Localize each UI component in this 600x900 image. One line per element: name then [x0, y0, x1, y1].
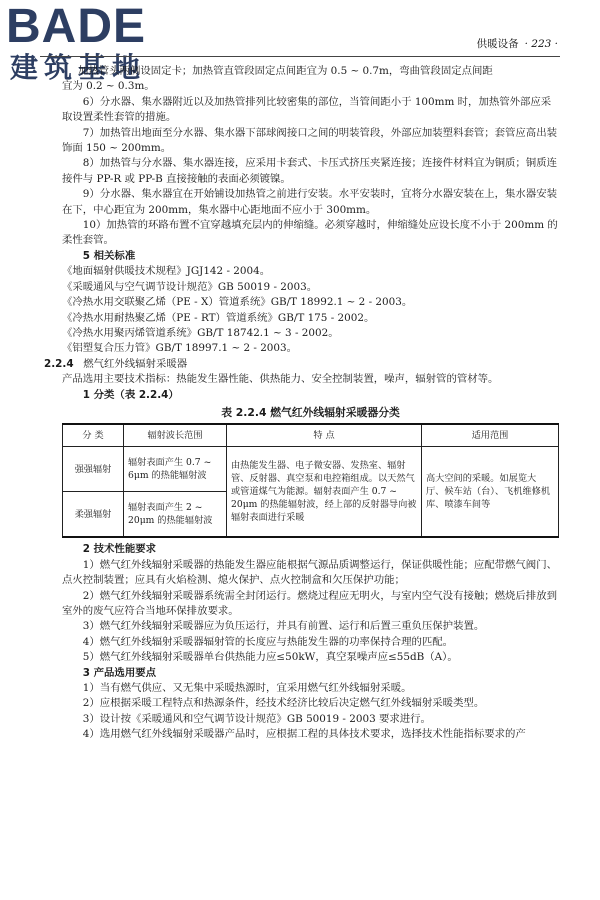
paragraph: 6）分水器、集水器附近以及加热管排列比较密集的部位，当管间距小于 100mm 时，加热管外部应采取设置柔性套管的措施。 [62, 95, 552, 124]
table-caption: 表 2.2.4 燃气红外线辐射采暖器分类 [221, 405, 400, 419]
paragraph: 2）应根据采暖工程特点和热源条件，经技术经济比较后决定燃气红外线辐射采暖类型。 [82, 697, 485, 710]
paragraph: 10）加热管的环路布置不宜穿越填充层内的伸缩缝。必须穿越时，伸缩缝处应设长度不小于 200mm 的柔性套管。 [62, 219, 558, 247]
standard-item: 《冷热水用耐热聚乙烯（PE - RT）管道系统》GB/T 175 - 2002。 [62, 311, 375, 324]
paragraph: 加热管头两侧设固定卡；加热管直管段固定点间距宜为 0.5 ~ 0.7m，弯曲管段固定点间距 [78, 65, 493, 77]
standard-item: 《铝塑复合压力管》GB/T 18997.1 ~ 2 - 2003。 [62, 342, 298, 355]
paragraph: 8）加热管与分水器、集水器连接，应采用卡套式、卡压式挤压夹紧连接；连接件材料宜为铜质；铜质连接件与 PP-R 或 PP-B 直接接触的表面必须镀镍。 [62, 157, 557, 185]
running-header [477, 37, 558, 52]
table-cell: 强强辐射 [63, 447, 124, 492]
page-body [44, 64, 559, 743]
table-header: 特 点 [227, 424, 422, 447]
standard-item: 《冷热水用交联聚乙烯（PE - X）管道系统》GB/T 18992.1 ~ 2 - 2003。 [62, 296, 413, 309]
table-cell: 辐射表面产生 0.7 ~ 6μm 的热能辐射波 [124, 447, 227, 492]
classification-table [62, 423, 559, 538]
paragraph: 3）设计按《采暖通风和空气调节设计规范》GB 50019 - 2003 要求进行。 [82, 712, 431, 725]
section-number: 2.2.4 [44, 357, 74, 370]
table-header: 分 类 [63, 424, 124, 447]
table-cell: 由热能发生器、电子微安器、发热室、辐射管、反射器、真空泵和电控箱组成。以天然气或管道煤气为能源。辐射表面产生 0.7 ~ 20μm 的热能辐射波，经上部的反射器导向被辐射表面进行采暖 [227, 447, 422, 538]
standards-heading: 5 相关标准 [82, 249, 136, 262]
logo-wordmark: BADE [6, 0, 147, 53]
selection-heading: 3 产品选用要点 [82, 666, 156, 679]
paragraph: 宜为 0.2 ~ 0.3m。 [62, 80, 155, 93]
standard-item: 《采暖通风与空气调节设计规范》GB 50019 - 2003。 [62, 280, 318, 293]
perf-heading: 2 技术性能要求 [82, 543, 156, 556]
page-number: · 223 · [524, 38, 558, 50]
paragraph: 1）燃气红外线辐射采暖器的热能发生器应能根据气源品质调整运行，保证供暖性能；应配带燃气阀门、点火控制装置；应具有火焰检测、熄火保护、点火控制盒和欠压保护功能； [62, 558, 557, 587]
section-intro: 产品选用主要技术指标：热能发生器性能、供热能力、安全控制装置，噪声，辐射管的管材等。 [62, 373, 499, 386]
table-header: 辐射波长范围 [124, 424, 227, 447]
paragraph: 2）燃气红外线辐射采暖器系统需全封闭运行。燃烧过程应无明火，与室内空气没有接触；燃烧后排放到室外的废气应符合当地环保排放要求。 [62, 589, 557, 617]
paragraph: 3）燃气红外线辐射采暖器应为负压运行，并具有前置、运行和后置三重负压保护装置。 [82, 620, 485, 633]
logo-subtitle: 建筑基地 [10, 51, 147, 84]
table-header-row [63, 424, 559, 447]
paragraph: 9）分水器、集水器宜在开始铺设加热管之前进行安装。水平安装时，宜将分水器安装在上，集水器安装在下，中心距宜为 200mm，集水器中心距地面不应小于 300mm。 [62, 188, 557, 216]
paragraph: 7）加热管出地面至分水器、集水器下部球阀接口之间的明装管段，外部应加装塑料套管；套管应高出装饰面 150 ~ 200mm。 [62, 126, 557, 155]
header-rule [40, 56, 560, 57]
paragraph: 1）当有燃气供应、又无集中采暖热源时，宜采用燃气红外线辐射采暖。 [82, 682, 412, 694]
standard-item: 《地面辐射供暖技术规程》JGJ142 - 2004。 [62, 265, 271, 278]
table-cell: 柔强辐射 [63, 492, 124, 538]
running-title: 供暖设备 [476, 38, 519, 50]
section-title: 燃气红外线辐射采暖器 [83, 357, 188, 370]
section-heading [44, 357, 559, 372]
table-cell: 高大空间的采暖。如展览大厅、候车站（台）、飞机维修机库、喷漆车间等 [422, 447, 559, 538]
paragraph: 5）燃气红外线辐射采暖器单台供热能力应≤50kW，真空泵噪声应≤55dB（A）。 [82, 651, 458, 664]
paragraph: 4）选用燃气红外线辐射采暖器产品时，应根据工程的具体技术要求，选择技术性能指标要求的产 [82, 728, 526, 741]
table-row [63, 447, 559, 492]
classify-heading: 1 分类（表 2.2.4） [82, 388, 179, 401]
standard-item: 《冷热水用聚丙烯管道系统》GB/T 18742.1 ~ 3 - 2002。 [62, 326, 339, 339]
paragraph: 4）燃气红外线辐射采暖器辐射管的长度应与热能发生器的功率保持合理的匹配。 [82, 635, 454, 648]
table-cell: 辐射表面产生 2 ~ 20μm 的热能辐射波 [124, 492, 227, 538]
table-header: 适用范围 [422, 424, 559, 447]
